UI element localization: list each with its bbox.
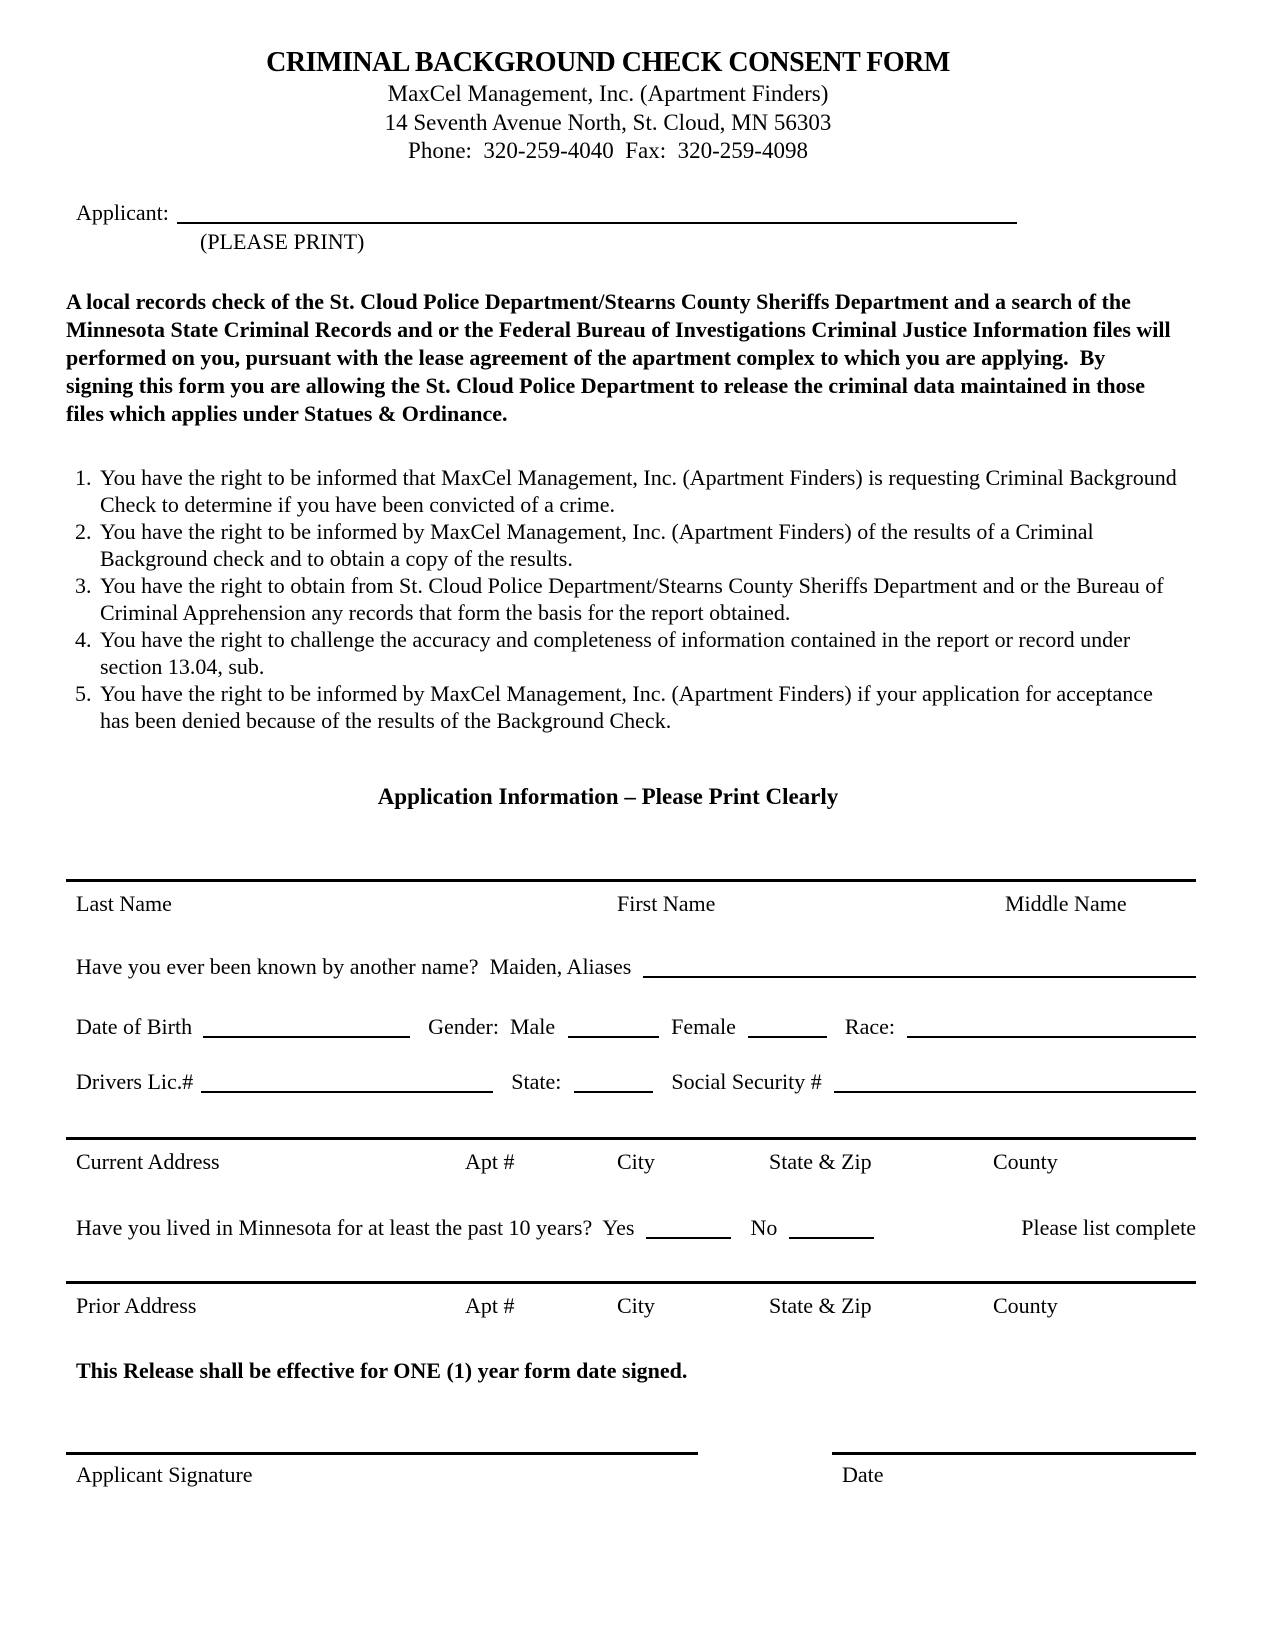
applicant-signature-line[interactable] — [66, 1452, 698, 1455]
list-item-text: You have the right to be informed that MaxCel Management, Inc. (Apartment Finders) is requesting Criminal Background Check to determine if you have been convicted of a crime. — [100, 464, 1177, 517]
rights-list — [66, 464, 1178, 734]
prior-address-label: Prior Address — [76, 1292, 197, 1318]
prior-address-line[interactable] — [66, 1281, 1196, 1284]
signature-column — [66, 1452, 698, 1489]
release-note: This Release shall be effective for ONE (1) year form date signed. — [76, 1357, 688, 1383]
county-label: County — [993, 1148, 1058, 1174]
list-item — [66, 518, 1178, 572]
list-item — [66, 572, 1178, 626]
date-line[interactable] — [832, 1452, 1196, 1455]
applicant-signature-label: Applicant Signature — [76, 1461, 253, 1487]
list-item-number: 4. — [75, 626, 92, 652]
county-label: County — [993, 1292, 1058, 1318]
list-item — [66, 464, 1178, 518]
ssn-label: Social Security # — [671, 1068, 822, 1094]
aliases-line[interactable] — [643, 964, 1196, 978]
minnesota-question-label: Have you lived in Minnesota for at least the past 10 years? Yes — [76, 1214, 635, 1240]
minnesota-question-row — [66, 1213, 1196, 1243]
company-name: MaxCel Management, Inc. (Apartment Finders) — [387, 81, 829, 106]
dob-gender-race-row — [66, 1012, 1196, 1042]
list-item — [66, 626, 1178, 680]
signature-row — [66, 1452, 1196, 1489]
middle-name-label: Middle Name — [1005, 890, 1127, 916]
gender-female-label: Female — [671, 1013, 736, 1039]
aliases-row — [66, 952, 1196, 982]
form-header — [66, 46, 1150, 166]
company-address: 14 Seventh Avenue North, St. Cloud, MN 56303 — [384, 109, 832, 135]
list-item-number: 5. — [75, 680, 92, 706]
date-label: Date — [842, 1461, 884, 1487]
name-line[interactable] — [66, 879, 1196, 882]
state-zip-label: State & Zip — [769, 1292, 872, 1318]
state-zip-label: State & Zip — [769, 1148, 872, 1174]
gender-male-line[interactable] — [568, 1024, 659, 1038]
city-label: City — [617, 1148, 655, 1174]
applicant-name-line[interactable] — [177, 210, 1017, 224]
list-item-text: You have the right to be informed by MaxCel Management, Inc. (Apartment Finders) of the results of a Criminal Background check and to obtain a copy of the results. — [100, 518, 1094, 571]
last-name-label: Last Name — [76, 890, 172, 916]
gender-female-line[interactable] — [748, 1024, 827, 1038]
applicant-row — [66, 198, 1196, 228]
drivers-license-line[interactable] — [201, 1079, 493, 1093]
city-label: City — [617, 1292, 655, 1318]
date-of-birth-label: Date of Birth — [76, 1013, 193, 1039]
state-line[interactable] — [574, 1079, 653, 1093]
list-item — [66, 680, 1178, 734]
race-label: Race: — [844, 1013, 896, 1039]
apt-label: Apt # — [465, 1148, 515, 1174]
gender-male-label: Gender: Male — [428, 1013, 556, 1039]
date-column — [832, 1452, 1196, 1489]
apt-label: Apt # — [465, 1292, 515, 1318]
please-print-note: (PLEASE PRINT) — [200, 228, 365, 254]
please-list-complete-label: Please list complete — [1021, 1214, 1196, 1240]
list-item-number: 1. — [75, 464, 92, 490]
date-of-birth-line[interactable] — [203, 1024, 410, 1038]
applicant-label: Applicant: — [76, 199, 169, 225]
race-line[interactable] — [907, 1024, 1196, 1038]
ssn-line[interactable] — [834, 1079, 1196, 1093]
current-address-line[interactable] — [66, 1137, 1196, 1140]
minnesota-no-label: No — [750, 1214, 778, 1240]
section-title: Application Information – Please Print Clearly — [377, 783, 839, 809]
list-item-text: You have the right to challenge the accuracy and completeness of information contained in the report or record under section 13.04, sub. — [100, 626, 1131, 679]
drivers-license-label: Drivers Lic.# — [76, 1068, 194, 1094]
list-item-text: You have the right to be informed by MaxCel Management, Inc. (Apartment Finders) if your application for acceptance has been denied because of the results of the Background Check. — [100, 680, 1153, 733]
intro-paragraph: A local records check of the St. Cloud Police Department/Stearns County Sheriffs Department and a search of the Minnesota State Criminal Records and or the Federal Bureau of Investigations Criminal Justice Information files will performed on you, pursuant with the lease agreement of the apartment complex to which you are applying. By signing this form you are allowing the St. Cloud Police Department to release the criminal data maintained in those files which applies under Statues & Ordinance. — [66, 288, 1177, 426]
first-name-label: First Name — [617, 890, 716, 916]
list-item-number: 2. — [75, 518, 92, 544]
state-label: State: — [511, 1068, 562, 1094]
current-address-label: Current Address — [76, 1148, 220, 1174]
prior-address-labels-row — [66, 1292, 1196, 1320]
name-labels-row — [66, 890, 1196, 918]
page-title: CRIMINAL BACKGROUND CHECK CONSENT FORM — [266, 47, 950, 78]
aliases-label: Have you ever been known by another name? Maiden, Aliases — [76, 953, 632, 979]
minnesota-yes-line[interactable] — [646, 1225, 731, 1239]
license-state-ssn-row — [66, 1067, 1196, 1097]
company-phone-fax: Phone: 320-259-4040 Fax: 320-259-4098 — [408, 138, 808, 163]
minnesota-no-line[interactable] — [789, 1225, 874, 1239]
list-item-text: You have the right to obtain from St. Cloud Police Department/Stearns County Sheriffs Department and or the Bureau of Criminal Apprehension any records that form the basis for the report obtained. — [100, 572, 1164, 625]
list-item-number: 3. — [75, 572, 92, 598]
current-address-labels-row — [66, 1148, 1196, 1176]
